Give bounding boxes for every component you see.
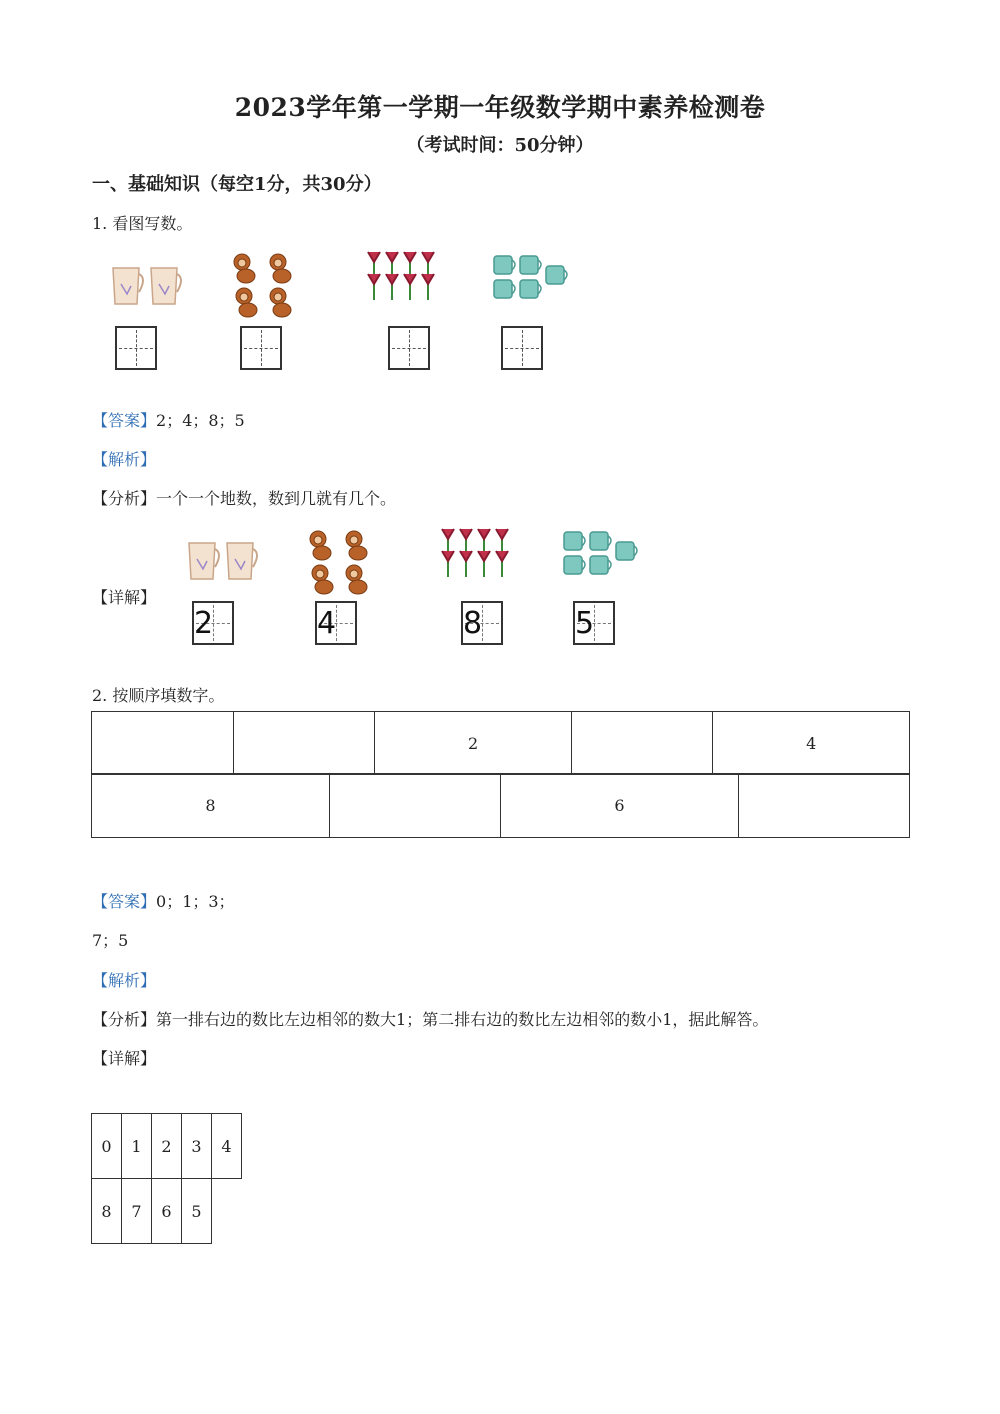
cup-icon (151, 268, 181, 304)
answer-box[interactable] (115, 326, 157, 370)
answer-box[interactable] (501, 326, 543, 370)
flower-icon (496, 551, 508, 577)
detail-table (91, 1113, 242, 1244)
fenxi-tag: 【分析】 (92, 489, 157, 508)
detail-cell: 0 (92, 1114, 122, 1179)
question-2-prompt: 2. 按顺序填数字。 (92, 686, 225, 705)
page-title: 2023学年第一学期一年级数学期中素养检测卷 (234, 93, 766, 122)
detail-tag: 【详解】 (92, 588, 157, 607)
q2-fenxi-line (92, 1007, 768, 1030)
monkey-icon (270, 254, 291, 283)
answer-digit: 5 (575, 606, 595, 641)
sequence-cell[interactable] (739, 774, 910, 838)
monkeys-picture (304, 527, 376, 597)
fenxi-tag: 【分析】 (92, 1010, 157, 1029)
q2-fenxi: 第一排右边的数比左边相邻的数大1；第二排右边的数比左边相邻的数小1，据此解答。 (156, 1010, 769, 1029)
analysis-tag: 【解析】 (92, 971, 157, 990)
flower-icon (386, 274, 398, 300)
q2-answer-line (92, 889, 235, 912)
exam-duration: （考试时间：50分钟） (406, 135, 594, 156)
detail-cell: 7 (122, 1179, 152, 1244)
cups-picture (181, 535, 261, 585)
sequence-cell[interactable] (92, 712, 234, 775)
filled-answer-box (461, 601, 503, 645)
flower-icon (460, 551, 472, 577)
flowers-picture (364, 248, 444, 304)
flower-icon (368, 274, 380, 300)
flower-icon (442, 551, 454, 577)
answer-box[interactable] (388, 326, 430, 370)
answer-digit: 8 (463, 606, 483, 641)
detail-cell: 2 (152, 1114, 182, 1179)
sequence-cell: 8 (92, 774, 330, 838)
cup-icon (113, 268, 143, 304)
mugs-picture (560, 528, 644, 580)
mug-icon (494, 280, 515, 298)
answer-digit: 2 (194, 606, 214, 641)
sequence-cell: 6 (501, 774, 739, 838)
detail-cell: 1 (122, 1114, 152, 1179)
q1-answer-line (92, 408, 245, 431)
flower-icon (478, 551, 490, 577)
monkeys-picture (228, 250, 300, 320)
detail-cell: 3 (182, 1114, 212, 1179)
mug-icon (520, 280, 541, 298)
flowers-picture (438, 525, 518, 581)
cup-icon (227, 543, 257, 579)
answer-box[interactable] (240, 326, 282, 370)
q1-fenxi-line (92, 486, 396, 509)
question-1-prompt: 1. 看图写数。 (92, 214, 193, 233)
sequence-cell: 4 (713, 712, 910, 775)
monkey-icon (234, 254, 255, 283)
answer-tag: 【答案】 (92, 892, 157, 911)
mug-icon (616, 542, 637, 560)
sequence-cell[interactable] (571, 712, 713, 775)
sequence-table-row2 (91, 773, 910, 838)
monkey-icon (346, 531, 367, 560)
cups-picture (105, 260, 185, 310)
sequence-cell[interactable] (233, 712, 375, 775)
monkey-icon (310, 531, 331, 560)
empty-cell (212, 1179, 242, 1244)
mug-icon (494, 256, 515, 274)
mug-icon (564, 556, 585, 574)
detail-tag: 【详解】 (92, 1049, 157, 1068)
filled-answer-box (315, 601, 357, 645)
q1-answer: 2；4；8；5 (156, 411, 245, 430)
cup-icon (189, 543, 219, 579)
monkey-icon (346, 565, 367, 594)
monkey-icon (236, 288, 257, 317)
mug-icon (546, 266, 567, 284)
filled-answer-box (573, 601, 615, 645)
filled-answer-box (192, 601, 234, 645)
detail-cell: 5 (182, 1179, 212, 1244)
monkey-icon (270, 288, 291, 317)
monkey-icon (312, 565, 333, 594)
section-heading: 一、基础知识（每空1分，共30分） (92, 174, 382, 195)
mug-icon (590, 556, 611, 574)
detail-cell: 4 (212, 1114, 242, 1179)
detail-cell: 6 (152, 1179, 182, 1244)
q1-fenxi: 一个一个地数，数到几就有几个。 (156, 489, 397, 508)
flower-icon (422, 274, 434, 300)
answer-tag: 【答案】 (92, 411, 157, 430)
q2-answer-continued: 7；5 (92, 931, 129, 950)
answer-digit: 4 (317, 606, 337, 641)
analysis-tag: 【解析】 (92, 450, 157, 469)
detail-cell: 8 (92, 1179, 122, 1244)
mugs-picture (490, 252, 574, 304)
mug-icon (590, 532, 611, 550)
mug-icon (520, 256, 541, 274)
flower-icon (404, 274, 416, 300)
sequence-table-row1 (91, 711, 910, 775)
sequence-cell[interactable] (330, 774, 501, 838)
sequence-cell: 2 (375, 712, 572, 775)
q2-answer: 0；1；3； (156, 892, 235, 911)
mug-icon (564, 532, 585, 550)
